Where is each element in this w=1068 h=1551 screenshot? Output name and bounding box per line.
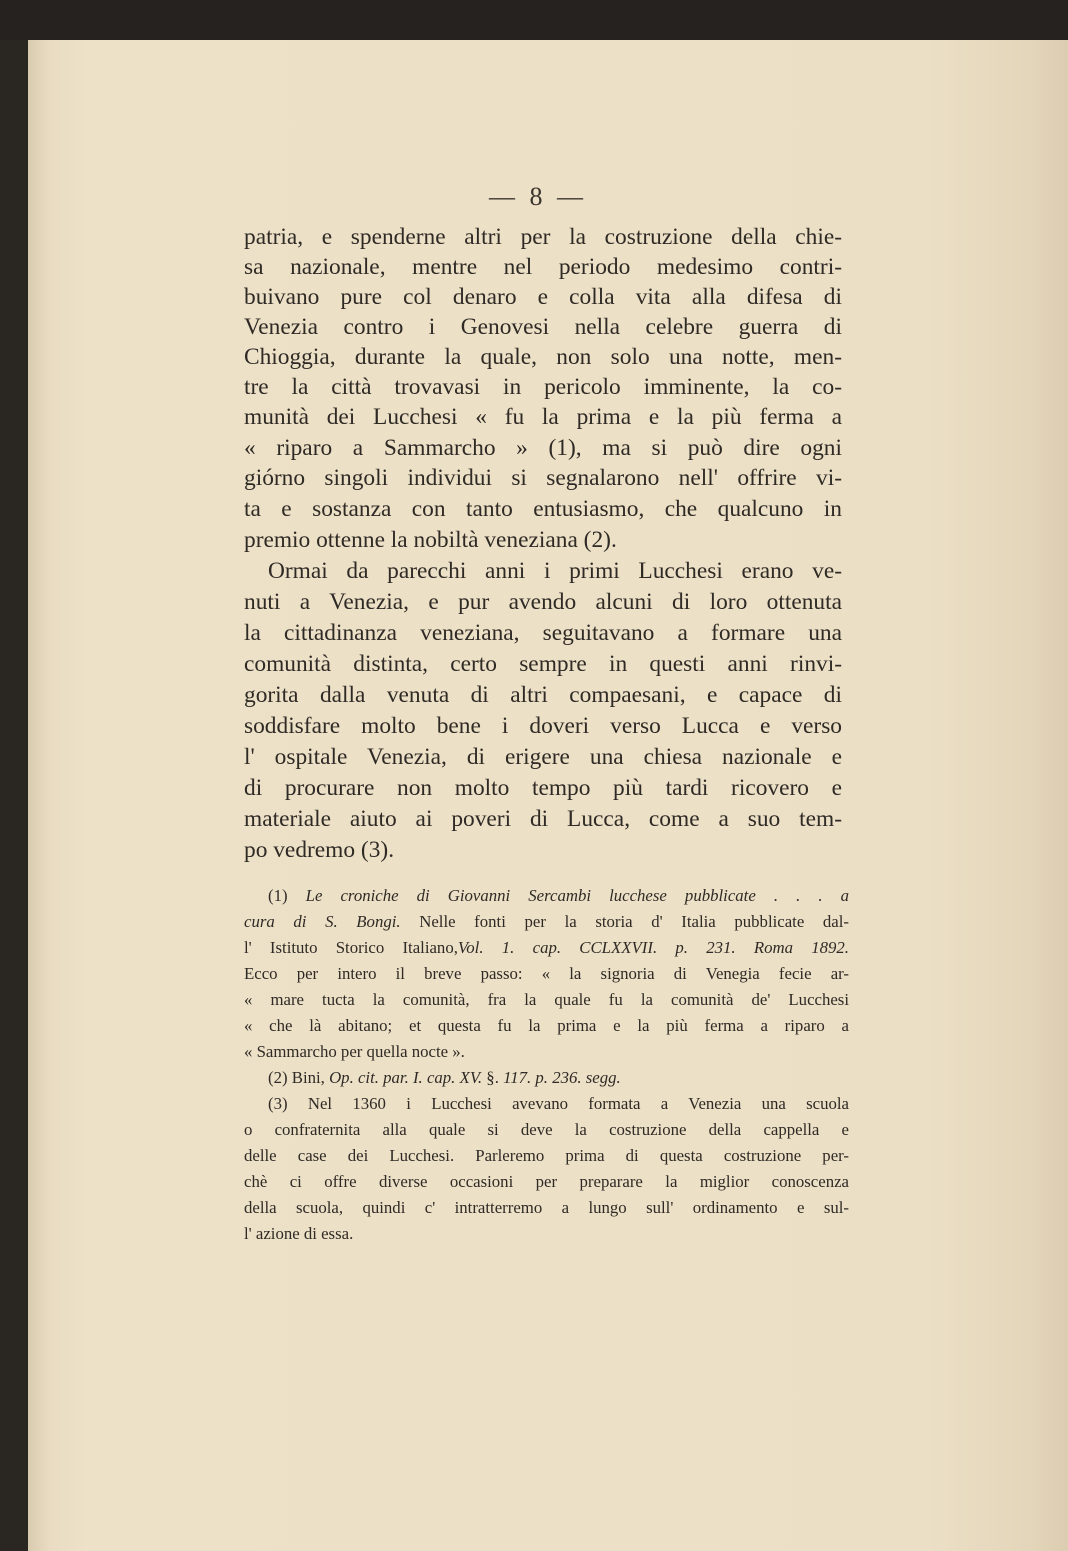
body-line: comunità distinta, certo sempre in questi anni rinvi- xyxy=(244,651,842,677)
body-line: giórno singoli individui si segnalarono nell' offrire vi- xyxy=(244,465,842,491)
footnote-line: l' azione di essa. xyxy=(244,1224,354,1243)
body-line: Chioggia, durante la quale, non solo una notte, men- xyxy=(244,344,842,370)
body-line: munità dei Lucchesi « fu la prima e la più ferma a xyxy=(244,404,842,430)
body-line: la cittadinanza veneziana, seguitavano a formare una xyxy=(244,620,842,646)
page-number: — 8 — xyxy=(489,182,587,211)
footnote-line: (3) Nel 1360 i Lucchesi avevano formata a Venezia una scuola xyxy=(268,1094,849,1113)
body-line: Venezia contro i Genovesi nella celebre guerra di xyxy=(244,314,842,340)
footnote-line: « mare tucta la comunità, fra la quale fu la comunità de' Lucchesi xyxy=(244,990,849,1009)
footnote-1-citation: Vol. 1. cap. CCLXXVII. p. 231. Roma 1892. xyxy=(457,938,849,957)
body-line: Ormai da parecchi anni i primi Lucchesi erano ve- xyxy=(268,558,842,584)
body-line: « riparo a Sammarcho » (1), ma si può dire ogni xyxy=(244,435,842,461)
body-line: po vedremo (3). xyxy=(244,837,395,863)
body-line: materiale aiuto ai poveri di Lucca, come a suo tem- xyxy=(244,806,842,832)
book-page xyxy=(28,40,1068,1551)
body-line: di procurare non molto tempo più tardi ricovero e xyxy=(244,775,842,801)
footnote-line: o confraternita alla quale si deve la costruzione della cappella e xyxy=(244,1120,849,1139)
body-line: premio ottenne la nobiltà veneziana (2). xyxy=(244,527,617,553)
footnote-line xyxy=(244,909,849,934)
body-line: tre la città trovavasi in pericolo imminente, la co- xyxy=(244,374,842,400)
footnote-line xyxy=(268,1065,849,1090)
footnote-2-citation: Op. cit. par. I. cap. XV. xyxy=(329,1068,483,1087)
scan-border xyxy=(0,0,1068,40)
footnote-1-text: Nelle fonti per la storia d' Italia pubblicate dal- xyxy=(400,912,849,931)
footnote-line xyxy=(244,935,849,960)
footnote-line: « Sammarcho per quella nocte ». xyxy=(244,1042,465,1061)
body-line: soddisfare molto bene i doveri verso Lucca e verso xyxy=(244,713,842,739)
footnote-2-author: (2) Bini, xyxy=(268,1068,330,1087)
body-line: patria, e spenderne altri per la costruzione della chie- xyxy=(244,224,842,250)
footnote-line: della scuola, quindi c' intratterremo a lungo sull' ordinamento e sul- xyxy=(244,1198,849,1217)
body-line: nuti a Venezia, e pur avendo alcuni di loro ottenuta xyxy=(244,589,842,615)
footnote-1-title: Le croniche di Giovanni Sercambi lucchese pubblicate . . . a xyxy=(305,886,850,905)
footnote-line xyxy=(268,883,849,908)
footnote-1-editor: cura di S. Bongi. xyxy=(244,912,401,931)
footnote-2-pages: 117. p. 236. segg. xyxy=(503,1068,621,1087)
footnote-2-section: §. xyxy=(482,1068,504,1087)
footnote-1-text: l' Istituto Storico Italiano, xyxy=(244,938,458,957)
footnote-line: chè ci offre diverse occasioni per preparare la miglior conoscenza xyxy=(244,1172,849,1191)
footnote-line: Ecco per intero il breve passo: « la signoria di Venegia fecie ar- xyxy=(244,964,849,983)
body-line: sa nazionale, mentre nel periodo medesimo contri- xyxy=(244,254,842,280)
footnote-line: « che là abitano; et questa fu la prima e la più ferma a riparo a xyxy=(244,1016,849,1035)
body-line: l' ospitale Venezia, di erigere una chiesa nazionale e xyxy=(244,744,842,770)
footnote-1-marker: (1) xyxy=(268,886,306,905)
body-line: ta e sostanza con tanto entusiasmo, che qualcuno in xyxy=(244,496,842,522)
body-line: buivano pure col denaro e colla vita alla difesa di xyxy=(244,284,842,310)
body-line: gorita dalla venuta di altri compaesani, e capace di xyxy=(244,682,842,708)
footnote-line: delle case dei Lucchesi. Parleremo prima di questa costruzione per- xyxy=(244,1146,849,1165)
